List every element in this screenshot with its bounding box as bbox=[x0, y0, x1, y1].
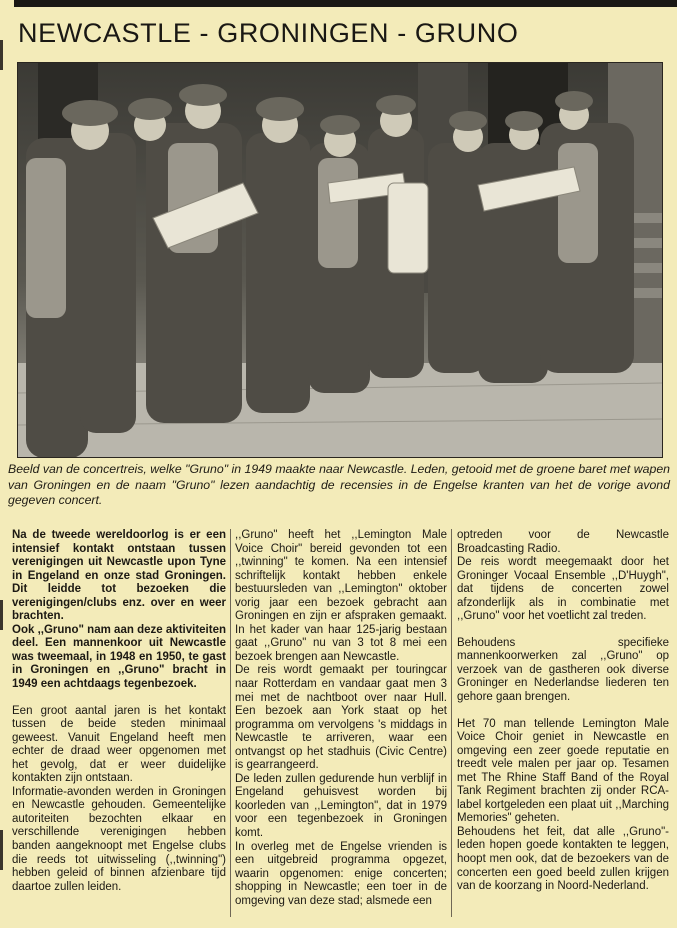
top-rule bbox=[14, 0, 677, 7]
page-edge-mark bbox=[0, 830, 3, 870]
photo-caption: Beeld van de concertreis, welke "Gruno" in 1949 maakte naar Newcastle. Leden, getooid met de groene baret met wapen van Groningen en de naam "Gruno" lezen aandachtig de recensies in de Engelse kranten van het de vorige avond gegeven concert. bbox=[8, 462, 670, 507]
body-paragraph: Behoudens specifieke mannenkoorwerken zal ,,Gruno" op verzoek van de gastheren ook diverse Groninger en Nederlandse liederen ten gehore gaan brengen. bbox=[457, 636, 669, 704]
article-column-1 bbox=[12, 529, 226, 894]
article-column-3 bbox=[457, 529, 669, 894]
column-divider bbox=[230, 529, 231, 917]
group-photo bbox=[17, 62, 663, 458]
body-paragraph: Het 70 man tellende Lemington Male Voice Choir geniet in Newcastle en omgeving een zeer goede reputatie en treedt vele malen per jaar op. Tesamen met The Rhine Staff Band of the Royal Tank Regiment brachten zij onder RCA-label kortgeleden een plaat uit ,,Marching Memories" geheten. bbox=[457, 717, 669, 825]
body-paragraph: De reis wordt meegemaakt door het Groninger Vocaal Ensemble ,,D'Huygh", dat tijdens de concerten zowel afzonderlijk als in combinatie met ,,Gruno" voor het voetlicht zal treden. bbox=[457, 556, 669, 623]
intro-paragraph: Ook ,,Gruno" nam aan deze aktiviteiten deel. Een mannenkoor uit Newcastle was tweemaal, in 1948 en 1950, te gast in Groningen en ,,Gruno" bracht in 1949 een achtdaags tegenbezoek. bbox=[12, 623, 226, 691]
body-paragraph: In overleg met de Engelse vrienden is een uitgebreid programma opgezet, waarin opgenomen: enige concerten; shopping in Newcastle; een toer in de omgeving van deze stad; alsmede een bbox=[235, 840, 447, 907]
body-paragraph: Een groot aantal jaren is het kontakt tussen de beide steden minimaal geweest. Vanuit Engeland heeft men echter de draad weer opgenomen met het gevolg, dat er weer duidelijke kontakten zijn ontstaan. bbox=[12, 704, 226, 785]
page-edge-mark bbox=[0, 600, 3, 630]
intro-paragraph: Na de tweede wereldoorlog is er een intensief kontakt ontstaan tussen verenigingen uit Newcastle upon Tyne in Engeland en onze stad Groningen. Dit leidde tot bezoeken die verenigingen/clubs enz. over en weer brachten. bbox=[12, 529, 226, 623]
page-edge-mark bbox=[0, 40, 3, 70]
group-photo-icon bbox=[18, 63, 663, 458]
body-paragraph: De leden zullen gedurende hun verblijf in Engeland gehuisvest worden bij koorleden van ,,Lemington", dat in 1979 voor een tegenbezoek in Groningen komt. bbox=[235, 772, 447, 840]
body-paragraph: ,,Gruno" heeft het ,,Lemington Male Voice Choir" bereid gevonden tot een ,,twinning" te komen. Na een intensief schriftelijk kontakt hebben enkele bestuursleden van ,,Lemington" oktober vorig jaar een bezoek gebracht aan Groningen en zijn er afspraken gemaakt. In het kader van haar 125-jarig bestaan gaat ,,Gruno" nu van 3 tot 8 mei een bezoek brengen aan Newcastle. bbox=[235, 529, 447, 663]
body-paragraph: De reis wordt gemaakt per touringcar naar Rotterdam en vandaar gaat men 3 mei met de nachtboot over naar Hull. Een bezoek aan York staat op het programma om vervolgens 's middags in Newcastle te arriveren, waar een ontvangst op het stadhuis (Civic Centre) is gearrangeerd. bbox=[235, 664, 447, 772]
headline: NEWCASTLE - GRONINGEN - GRUNO bbox=[18, 18, 519, 48]
column-divider bbox=[451, 529, 452, 917]
body-paragraph: Behoudens het feit, dat alle ,,Gruno"-leden hopen goede kontakten te leggen, hoopt men ook, dat de bezoekers van de concerten een goed beeld zullen krijgen van de koorzang in Noord-Nederland. bbox=[457, 825, 669, 893]
article-column-2 bbox=[235, 529, 447, 908]
body-paragraph: Informatie-avonden werden in Groningen en Newcastle gehouden. Gemeentelijke autoriteiten bezochten elkaar en verschillende verenigingen hebben banden aangeknoopt met Engelse clubs die reeds tot uitwisseling (,,twinning") hebben geleid of binnen afzienbare tijd daartoe zullen leiden. bbox=[12, 785, 226, 893]
body-paragraph: optreden voor de Newcastle Broadcasting Radio. bbox=[457, 529, 669, 555]
